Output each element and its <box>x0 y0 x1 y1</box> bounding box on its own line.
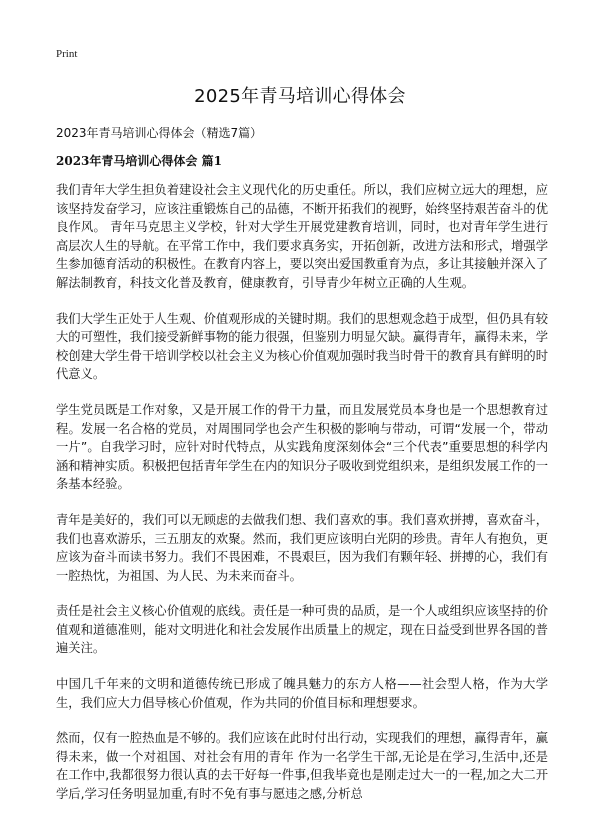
paragraph-7: 然而，仅有一腔热血是不够的。我们应该在此时付出行动，实现我们的理想，赢得青年，赢得未来，做一个对祖国、对社会有用的青年 作为一名学生干部,无论是在学习,生活中,还是在工作中,我都很努力很认真的去干好每一件事,但我毕竟也是刚走过大一的一程,加之大二开学后,学习任务明显加重,有时不免有事与愿违之感,分析总 <box>56 731 548 802</box>
print-link[interactable]: Print <box>56 48 78 60</box>
article-body <box>56 181 548 821</box>
document-subtitle: 2023年青马培训心得体会（精选7篇） <box>56 126 263 140</box>
paragraph-2: 我们大学生正处于人生观、价值观形成的关键时期。我们的思想观念趋于成型，但仍具有较大的可塑性，我们接受新鲜事物的能力很强，但鉴别力明显欠缺。赢得青年，赢得未来，学校创建大学生骨干培训学校以社会主义为核心价值观加强时我当时骨干的教育具有鲜明的时代意义。 <box>56 311 548 382</box>
document-title: 2025年青马培训心得体会 <box>194 86 406 107</box>
paragraph-3: 学生党员既是工作对象，又是开展工作的骨干力量，而且发展党员本身也是一个思想教育过程。发展一名合格的党员，对周围同学也会产生积极的影响与带动，可谓“发展一个，带动一片”。自我学习时，应针对时代特点，从实践角度深刻体会“三个代表”重要思想的科学内涵和精神实质。积极把包括青年学生在内的知识分子吸收到党组织来，是组织发展工作的一条基本经验。 <box>56 402 548 492</box>
paragraph-5: 责任是社会主义核心价值观的底线。责任是一种可贵的品质，是一个人或组织应该坚持的价值观和道德准则，能对文明进化和社会发展作出质量上的规定，现在日益受到世界各国的普遍关注。 <box>56 604 548 656</box>
section-heading: 2023年青马培训心得体会 篇1 <box>56 154 222 168</box>
paragraph-4: 青年是美好的，我们可以无顾虑的去做我们想、我们喜欢的事。我们喜欢拼搏，喜欢奋斗，我们也喜欢游乐，三五朋友的欢聚。然而，我们更应该明白光阴的珍贵。青年人有抱负，更应该为奋斗而读书努力。我们不畏困难，不畏艰巨，因为我们有颗年轻、拼搏的心，我们有一腔热忱，为祖国、为人民、为未来而奋斗。 <box>56 512 548 583</box>
paragraph-6: 中国几千年来的文明和道德传统已形成了魄具魅力的东方人格——社会型人格，作为大学生，我们应大力倡导核心价值观，作为共同的价值目标和理想要求。 <box>56 677 548 710</box>
paragraph-1: 我们青年大学生担负着建设社会主义现代化的历史重任。所以，我们应树立远大的理想，应该坚持发奋学习，应该注重锻炼自己的品德，不断开拓我们的视野，始终坚持艰苦奋斗的优良作风。 青年马克思主义学校，针对大学生开展党建教育培训，同时，也对青年学生进行高层次人生的导航。在平常工作中，我们要求真务实，开拓创新，改进方法和形式，增强学生参加德育活动的积极性。在教育内容上，要以突出爱国教重育为点，多让其接触并深入了解法制教育，科技文化普及教育，健康教育，引导青少年树立正确的人生观。 <box>56 183 548 290</box>
